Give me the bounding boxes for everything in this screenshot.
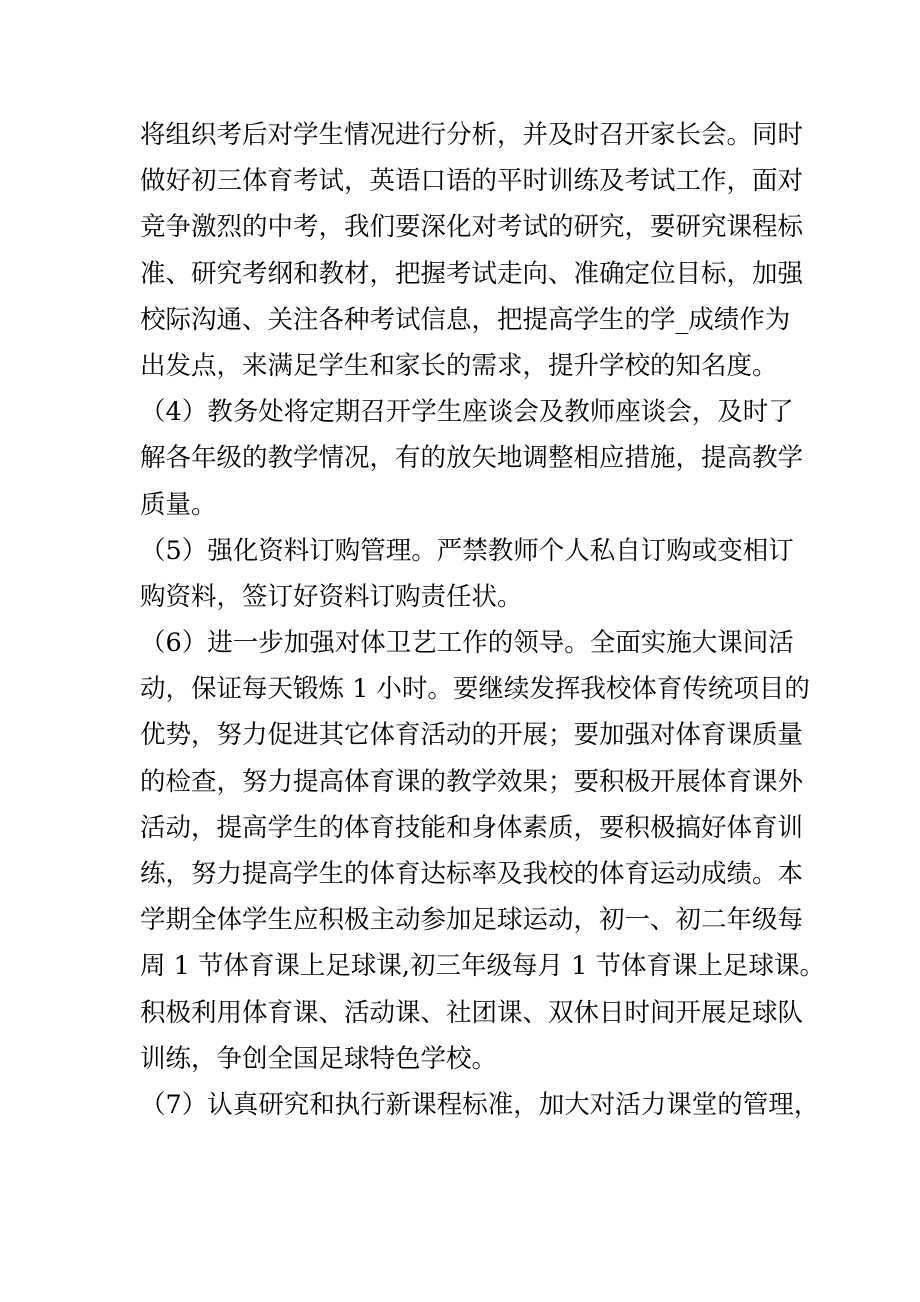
item-6-line: （6）进一步加强对体卫艺工作的领导。全面实施大课间活 xyxy=(140,628,794,659)
text-line: 活动，提高学生的体育技能和身体素质，要积极搞好体育训 xyxy=(140,812,804,843)
item-5-line: （5）强化资料订购管理。严禁教师个人私自订购或变相订 xyxy=(140,535,794,566)
text-line: 购资料，签订好资料订购责任状。 xyxy=(140,581,523,612)
text-line: 的检查，努力提高体育课的教学效果；要积极开展体育课外 xyxy=(140,766,804,797)
text-line: 周 1 节体育课上足球课,初三年级每月 1 节体育课上足球课。 xyxy=(140,951,825,982)
text-line: 练，努力提高学生的体育达标率及我校的体育运动成绩。本 xyxy=(140,859,804,889)
text-line: 做好初三体育考试，英语口语的平时训练及考试工作，面对 xyxy=(140,166,804,197)
text-line: 校际沟通、关注各种考试信息，把提高学生的学_成绩作为 xyxy=(140,304,791,335)
text-line: 解各年级的教学情况，有的放矢地调整相应措施，提高教学 xyxy=(140,443,804,474)
text-line: 学期全体学生应积极主动参加足球运动，初一、初二年级每 xyxy=(140,905,804,936)
text-line: 积极利用体育课、活动课、社团课、双休日时间开展足球队 xyxy=(140,997,804,1028)
text-line: 准、研究考纲和教材，把握考试走向、准确定位目标，加强 xyxy=(140,258,804,289)
text-line: 竞争激烈的中考，我们要深化对考试的研究，要研究课程标 xyxy=(140,212,804,243)
body-text xyxy=(140,112,825,1128)
text-line: 质量。 xyxy=(140,489,217,520)
text-line: 优势，努力促进其它体育活动的开展；要加强对体育课质量 xyxy=(140,720,804,751)
text-line: 出发点，来满足学生和家长的需求，提升学校的知名度。 xyxy=(140,350,778,381)
text-line: 将组织考后对学生情况进行分析，并及时召开家长会。同时 xyxy=(140,120,804,150)
item-7-line: （7）认真研究和执行新课程标准，加大对活力课堂的管理， xyxy=(140,1089,820,1120)
item-4-line: （4）教务处将定期召开学生座谈会及教师座谈会，及时了 xyxy=(140,397,794,428)
text-line: 动，保证每天锻炼 1 小时。要继续发挥我校体育传统项目的 xyxy=(140,674,810,705)
text-line: 训练，争创全国足球特色学校。 xyxy=(140,1043,498,1074)
